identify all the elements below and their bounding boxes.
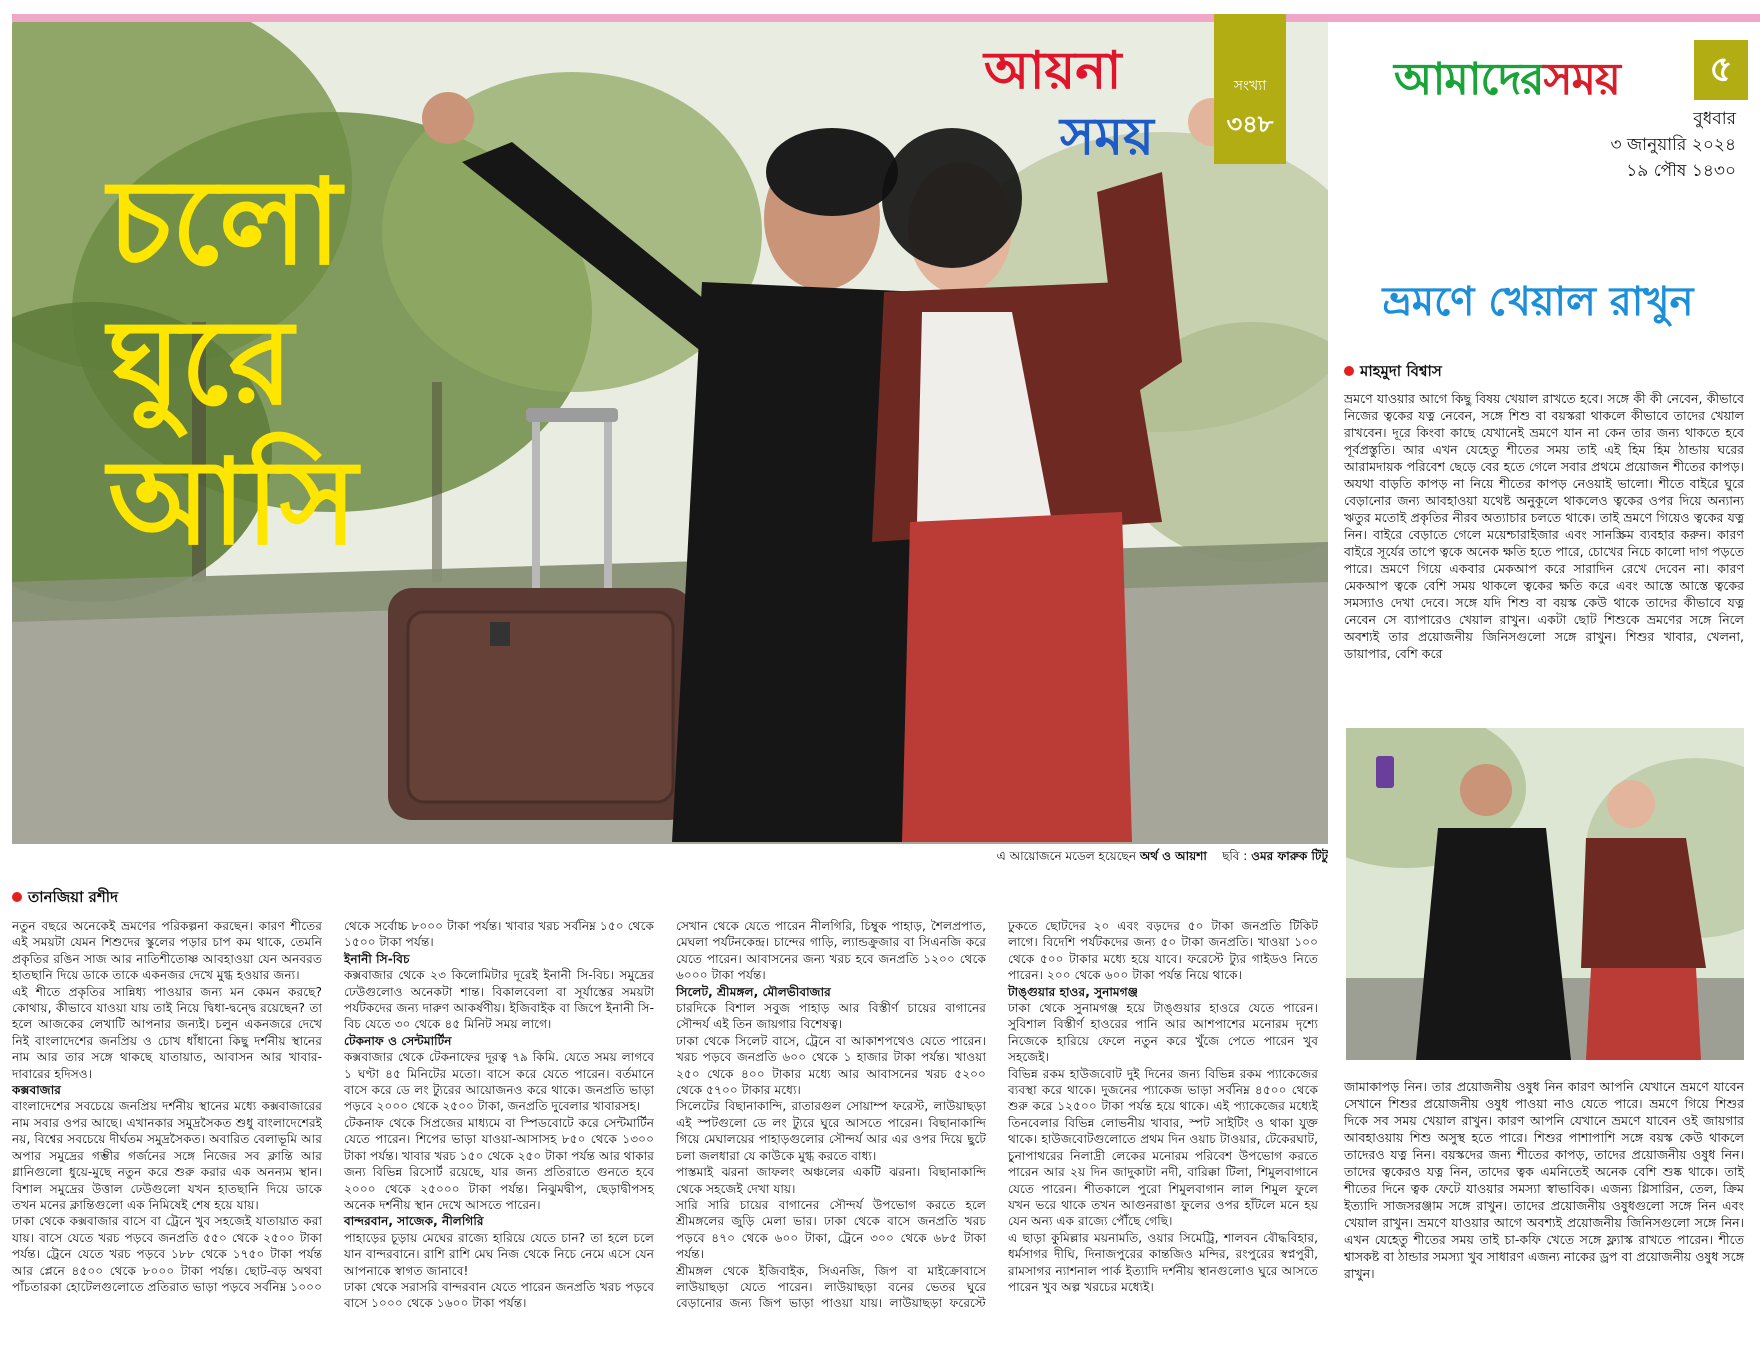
sidebar-article: [1328, 272, 1760, 1366]
article-paragraph: এ ছাড়া কুমিল্লার ময়নামতি, ওয়ার সিমেট্রি, শালবন বৌদ্ধবিহার, ধর্মসাগর দীঘি, দিনাজপুরের কান্তজিও মন্দির, রংপুরের স্বপ্নপুরী, রামসাগর ন্যাশনাল পার্ক ইত্যাদি দর্শনীয় স্থানগুলোও ঘুরে আসতে পারেন খুব অল্প খরচের মধ্যেই।: [1008, 1230, 1318, 1294]
article-paragraph: সারি সারি চায়ের বাগানের সৌন্দর্য উপভোগ করতে হলে শ্রীমঙ্গলের জুড়ি মেলা ভার। ঢাকা থেকে বাসে জনপ্রতি খরচ পড়বে ৪৭০ থেকে ৬০০ টাকা, ট্রেনে ৩০০ থেকে ৬৮৫ টাকা পর্যন্ত।: [676, 1197, 986, 1262]
article-paragraph: টেকনাফ থেকে সিপ্রজের মাধ্যমে বা স্পিডবোটে করে সেন্টমার্টিন যেতে পারেন। শিপের ভাড়া যাওয়া-আসাসহ ৮৫০ থেকে ১৩০০ টাকা পর্যন্ত। খাবার খরচ ১৫০ থেকে ২৫০ টাকা পর্যন্ত আর থাকার জন্য বিভিন্ন রিসোর্ট রয়েছে, যার জন্য প্রতিরাতে গুনতে হবে ২০০০ থেকে ২৫০০০ টাকা পর্যন্ত। নিঝুমদ্বীপ, ছেড়াদ্বীপসহ অনেক দর্শনীয় স্থান দেখে আসতে পারেন।: [344, 1115, 654, 1212]
sidebar-body-top: ভ্রমণে যাওয়ার আগে কিছু বিষয় খেয়াল রাখতে হবে। সঙ্গে কী কী নেবেন, কীভাবে নিজের ত্বকের যত্ন নেবেন, সঙ্গে শিশু বা বয়স্করা থাকলে কীভাবে তাদের খেয়াল রাখবেন। দূরে কিংবা কাছে যেখানেই ভ্রমণে যান না কেন তার জন্য থাকতে হবে পূর্বপ্রস্তুতি। আর এখন যেহেতু শীতের সময় তাই এই হিম হিম ঠান্ডায় ঘরের আরামদায়ক পরিবেশ ছেড়ে বের হতে গেলে সবার প্রথমে প্রয়োজন শীতের কাপড়। অযথা বাড়তি কাপড় না নিয়ে শীতের কাপড় নেওয়াই ভালো। শীতে বাইরে ঘুরে বেড়ানোর জন্য আবহাওয়া যথেষ্ট অনুকূলে থাকলেও ত্বকের ওপর দিয়ে অন্যান্য ঋতুর মতোই প্রকৃতির নীরব অত্যাচার চলতে থাকে। তাই ভ্রমণে গিয়েও ত্বকের যত্ন নিন। বাইরে বেড়াতে গেলে ময়েশ্চারাইজার এবং সানস্ক্রিম ব্যবহার করুন। কারণ বাইরে সূর্যের তাপে ত্বকে অনেক ক্ষতি হতে পারে, চোখের নিচে কালো দাগ পড়তে পারে। ভ্রমণে গিয়ে একবার মেকআপ করে সারাদিন রেখে দেবেন না। কারণ মেকআপ ত্বকে বেশি সময় থাকলে ত্বকের ক্ষতি করে এবং আস্তে আস্তে ত্বকের সমস্যাও দেখা দেবে। সঙ্গে যদি শিশু বা বয়স্ক কেউ থাকে তাদের কীভাবে যত্ন নেবেন সে ব্যাপারেও খেয়াল রাখুন। একটা ছোট শিশুকে ভ্রমণের সঙ্গে নিলে অবশ্যই তার প্রয়োজনীয় জিনিসগুলো সঙ্গে রাখুন। শিশুর খাবার, খেলনা, ডায়াপার, বেশি করে: [1344, 391, 1744, 661]
sidebar-body-bottom: জামাকাপড় নিন। তার প্রয়োজনীয় ওষুধ নিন কারণ আপনি যেখানে ভ্রমণে যাবেন সেখানে শিশুর প্রয়োজনীয় ওষুধ পাওয়া নাও যেতে পারে। ভ্রমণে গিয়ে শিশুর দিকে সব সময় খেয়াল রাখুন। কারণ আপনি যেখানে ভ্রমণে যাবেন ওই জায়গার আবহাওয়ায় শিশু অসুস্থ হতে পারে। শিশুর পাশাপাশি সঙ্গে বয়স্ক কেউ থাকলে তাদেরও যত্ন নিন। বয়স্কদের জন্য শীতের কাপড়, তাদের প্রয়োজনীয় ওষুধ নিন। তাদের ত্বকেরও যত্ন নিন, তাদের ত্বক এমনিতেই অনেক বেশি শুষ্ক থাকে। তাই শীতের দিনে ত্বক ফেটে যাওয়ার সমস্যা স্বাভাবিক। এজন্য গ্লিসারিন, তেল, ক্রিম ইত্যাদি সাজসরঞ্জাম সঙ্গে রাখুন। তাদের প্রয়োজনীয় ওষুধগুলো সঙ্গে নিন এবং খেয়াল রাখুন। ভ্রমণে যাওয়ার আগে অবশ্যই প্রয়োজনীয় জিনিসগুলো সঙ্গে নিন। এখন যেহেতু শীতের সময় তাই চা-কফি খেতে সঙ্গে ফ্ল্যাস্ক রাখতে পারেন। শীতে শ্বাসকষ্ট বা ঠান্ডার সমস্যা খুব সাধারণ এজন্য নাকের ড্রপ বা প্রয়োজনীয় ওষুধ সঙ্গে রাখুন।: [1344, 1079, 1744, 1281]
sidebar-photo: [1346, 728, 1744, 1060]
newspaper-logo-part-1: আমাদের: [1394, 54, 1544, 105]
credit-models-label: এ আয়োজনে মডেল হয়েছেন: [996, 849, 1136, 863]
article-paragraph: বিভিন্ন রকম হাউজবোট দুই দিনের জন্য বিভিন্ন রকম প্যাকেজের ব্যবস্থা করে থাকে। দুজনের প্যাকেজ ভাড়া সর্বনিম্ন ৪৫০০ থেকে শুরু করে ১২৫০০ টাকা পর্যন্ত হয়ে থাকে। এই প্যাকেজের মধ্যেই তিনবেলার বিভিন্ন লোভনীয় খাবার, স্পট সাইটিং ও থাকা যুক্ত থাকে। হাউজবোটগুলোতে প্রথম দিন ওয়াচ টাওয়ার, টেকেরঘাট, চুনাপাথরের নিলাদ্রী লেকের মনোরম পরিবেশ উপভোগ করতে পারেন আর ২য় দিন জাদুকাটা নদী, বারিক্কা টিলা, শিমুলবাগানে যেতে পারেন। শীতকালে পুরো শিমুলবাগান লাল শিমুল ফুলে যখন ভরে থাকে তখন আগুনরাঙা ফুলের ওপর হাঁটলে মনে হয় যেন অন্য এক রাজ্যে পৌঁছে গেছি।: [1008, 1066, 1318, 1229]
article-paragraph: চারদিকে বিশাল সবুজ পাহাড় আর বিস্তীর্ণ চায়ের বাগানের সৌন্দর্য এই তিন জায়গার বিশেষত্ব।: [676, 1001, 986, 1032]
sidebar-title: ভ্রমণে খেয়াল রাখুন: [1382, 278, 1694, 325]
article-paragraph: ঢাকা থেকে কক্সবাজার বাসে বা ট্রেনে খুব সহজেই যাতায়াত করা যায়। বাসে যেতে খরচ পড়বে জনপ্রতি ৫৫০ থেকে ২৫০০ টাকা পর্যন্ত। ট্রেনে যেতে খরচ পড়বে ১৮৮ থেকে ১৭৫০ টাকা পর্যন্ত আর প্লেনে ৪৫০০ থেকে ৮০০০ টাকা পর্যন্ত। ছোট-বড় অথবা পাঁচতারকা হোটেলগুলোতে প্রতিরাত ভাড়া পড়বে সর্বনিম্ন ১০০০ থেকে সর্বোচ্চ ৮০০০ টাকা পর্যন্ত। খাবার খরচ সর্বনিম্ন ১৫০ থেকে ১৫০০ টাকা পর্যন্ত।: [12, 919, 654, 1294]
article-paragraph: এই শীতে প্রকৃতির সান্নিধ্য পাওয়ার জন্য মন কেমন করছে? কোথায়, কীভাবে যাওয়া যায় তাই নিয়ে দ্বিধা-দ্বন্দ্বে রয়েছেন? তা হলে আজকের লেখাটি আপনার জন্যই। চলুন একনজরে দেখে নিই বাংলাদেশের জনপ্রিয় ও চোখ ধাঁধানো কিছু দর্শনীয় স্থানের নাম আর তার সঙ্গে থাকছে যাতায়াত, আবাসন আর খাবার-দাবারের হদিসও।: [12, 984, 322, 1081]
article-author: [12, 886, 118, 911]
supplement-logo-line-2: সময়: [1060, 106, 1154, 167]
article-paragraph: ঢাকা থেকে সরাসরি বান্দরবান যেতে পারেন জনপ্রতি খরচ পড়বে বাসে ১০০০ থেকে ১৬০০ টাকা পর্যন্ত।: [344, 1279, 654, 1311]
article-paragraph: শ্রীমঙ্গল থেকে ইজিবাইক, সিএনজি, জিপ বা মাইক্রোবাসে লাউয়াছড়া যেতে পারেন। লাউয়াছড়া বনের ভেতর ঘুরে বেড়ানোর জন্য জিপ ভাড়া পাওয়া যায়। লাউয়াছড়া ফরেস্টে ঢুকতে ছোটদের ২০ এবং বড়দের ৫০ টাকা জনপ্রতি টিকিট লাগে। বিদেশি পর্যটকদের জন্য ৫০ টাকা জনপ্রতি। খাওয়া ১০০ থেকে ৫০০ টাকার মধ্যে হয়ে যাবে। ফরেস্টে ট্যুর গাইডও নিতে পারেন। ২০০ থেকে ৬০০ টাকা পর্যন্ত নিয়ে থাকে।: [676, 919, 1318, 1311]
top-accent-bar: [12, 14, 1760, 22]
credit-photo-label: ছবি :: [1222, 849, 1248, 863]
issue-label: সংখ্যা: [1233, 78, 1267, 94]
article-paragraph: বাংলাদেশের সবচেয়ে জনপ্রিয় দর্শনীয় স্থানের মধ্যে কক্সবাজারের নাম সবার ওপর আছে। এখানকার সমুদ্রসৈকত শুধু বাংলাদেশেরই নয়, বিশ্বের সবচেয়ে দীর্ঘতম সমুদ্রসৈকত। অবারিত বেলাভূমি আর অপার সমুদ্রের গম্ভীর গর্জনের সঙ্গে নিজের সব ক্লান্তি আর গ্লানিগুলো ধুয়ে-মুছে নতুন করে শুরু করার এক অনন্যম স্থান। বিশাল সমুদ্রের উত্তাল ঢেউগুলো যখন হাতছানি দিয়ে ডাকে তখন মনের ক্লান্তিগুলো এক নিমিষেই শেষ হয়ে যায়।: [12, 1099, 322, 1212]
bullet-dot-icon: [12, 892, 22, 902]
article-subheading: সিলেট, শ্রীমঙ্গল, মৌলভীবাজার: [676, 984, 831, 999]
article-paragraph: সেখান থেকে যেতে পারেন নীলগিরি, চিম্বুক পাহাড়, শৈলপ্রপাত, মেঘলা পর্যটনকেন্দ্র। চান্দের গাড়ি, ল্যান্ডক্রুজার বা সিএনজি করে যেতে পারেন। আবাসনের জন্য খরচ হবে জনপ্রতি ১২০০ থেকে ৬০০০ টাকা পর্যন্ত।: [676, 919, 986, 983]
article-paragraph: পাস্তমাই ঝরনা জাফলং অঞ্চলের একটি ঝরনা। বিছানাকান্দি থেকে সহজেই দেখা যায়।: [676, 1165, 986, 1196]
headline-line-3: আসি: [108, 432, 358, 571]
sidebar-author: [1344, 360, 1442, 385]
date-english: ৩ জানুয়ারি ২০২৪: [1610, 135, 1736, 155]
article-paragraph: কক্সবাজার থেকে টেকনাফের দূরত্ব ৭৯ কিমি. যেতে সময় লাগবে ১ ঘণ্টা ৪৫ মিনিটের মতো। বাসে করে যেতে পারেন। বর্তমানে বাসে করে ডে লং ট্যুরের আয়োজনও করে থাকে। জনপ্রতি ভাড়া পড়বে ২০০০ থেকে ২৫০০ টাকা, জনপ্রতি দুবেলার খাবারসহ।: [344, 1050, 654, 1114]
newspaper-logo-part-2: সময়: [1543, 54, 1620, 105]
newspaper-logo: [1394, 46, 1620, 119]
article-paragraph: সিলেটের বিছানাকান্দি, রাতারগুল সোয়াম্প ফরেস্ট, লাউয়াছড়া এই স্পটগুলো ডে লং ট্যুরে ঘুরে আসতে পারেন। বিছানাকান্দি গিয়ে মেঘালয়ের পাহাড়গুলোর সৌন্দর্য আর এর ওপর দিয়ে ছুটে চলা জলধারা যে কাউকে মুগ্ধ করতে বাধ্য।: [676, 1099, 986, 1163]
headline-line-2: ঘুরে: [108, 292, 294, 431]
article-author-name: তানজিয়া রশীদ: [28, 888, 118, 906]
hero-headline: [108, 152, 357, 572]
article-paragraph: কক্সবাজার থেকে ২৩ কিলোমিটার দূরেই ইনানী সি-বিচ। সমুদ্রের ঢেউগুলোও অনেকটা শান্ত। বিকালবেলা বা সূর্যাস্তের সময়টা পর্যটকদের জন্য দারুণ আকর্ষণীয়। ইজিবাইক বা জিপে ইনানী সি-বিচ যেতে ৩০ থেকে ৪৫ মিনিট সময় লাগে।: [344, 968, 654, 1032]
credit-photo: ওমর ফারুক টিটু: [1251, 849, 1328, 863]
issue-dates: [1611, 106, 1737, 184]
article-subheading: কক্সবাজার: [12, 1083, 61, 1098]
sidebar-photo-scene: [1346, 728, 1744, 1060]
article-subheading: টেকনাফ ও সেন্টমার্টিন: [344, 1033, 452, 1048]
issue-number: ৩৪৮: [1226, 110, 1274, 138]
bullet-dot-icon: [1344, 366, 1354, 376]
issue-badge: [1214, 14, 1286, 164]
article-subheading: বান্দরবান, সাজেক, নীলগিরি: [344, 1214, 484, 1229]
date-bangla: ১৯ পৌষ ১৪৩০: [1626, 161, 1736, 181]
supplement-logo-line-1: আয়না: [984, 40, 1122, 101]
credit-models: অর্থ ও আয়শা: [1139, 849, 1207, 863]
photo-credits: [12, 848, 1328, 868]
headline-line-1: চলো: [108, 152, 342, 291]
article-paragraph: ঢাকা থেকে সুনামগঞ্জ হয়ে টাঙ্গুয়ার হাওরে যেতে পারেন। সুবিশাল বিস্তীর্ণ হাওরের পানি আর আশপাশের মনোরম দৃশ্যে নিজেকে হারিয়ে ফেলে নতুন করে খুঁজে পেতে পারেন খুব সহজেই।: [1008, 1001, 1318, 1065]
article-paragraph: ঢাকা থেকে সিলেট বাসে, ট্রেনে বা আকাশপথেও যেতে পারেন। খরচ পড়বে জনপ্রতি ৬০০ থেকে ১ হাজার টাকা পর্যন্ত। খাওয়া ২৫০ থেকে ৪০০ টাকার মধ্যে আর আবাসনের খরচ ৫২০০ থেকে ৫৭০০ টাকার মধ্যে।: [676, 1033, 986, 1098]
page-number: ৫: [1694, 40, 1748, 100]
article-paragraph: পাহাড়ের চূড়ায় মেঘের রাজ্যে হারিয়ে যেতে চান? তা হলে চলে যান বান্দরবানে। রাশি রাশি মেঘ নিজ থেকে নিচে নেমে এসে যেন আপনাকে স্বাগত জানাবে!: [344, 1230, 654, 1278]
supplement-logo: [980, 30, 1210, 170]
article-subheading: টাঙ্গুয়ার হাওর, সুনামগঞ্জ: [1008, 984, 1139, 999]
article-paragraph: নতুন বছরে অনেকেই ভ্রমণের পরিকল্পনা করছেন। কারণ শীতের এই সময়টা যেমন শিশুদের স্কুলের পড়ার চাপ কম থাকে, তেমনি প্রকৃতির রঙিন সাজ আর নাতিশীতোষ্ণ আবহাওয়া যেন অনবরত হাতছানি দিয়ে ডাকে তাকে একনজর দেখে মুগ্ধ হওয়ার জন্য।: [12, 919, 322, 983]
sidebar-author-name: মাহমুদা বিশ্বাস: [1360, 362, 1442, 380]
article-subheading: ইনানী সি-বিচ: [344, 951, 410, 966]
weekday: বুধবার: [1693, 109, 1736, 129]
article-body: [12, 918, 1318, 1364]
